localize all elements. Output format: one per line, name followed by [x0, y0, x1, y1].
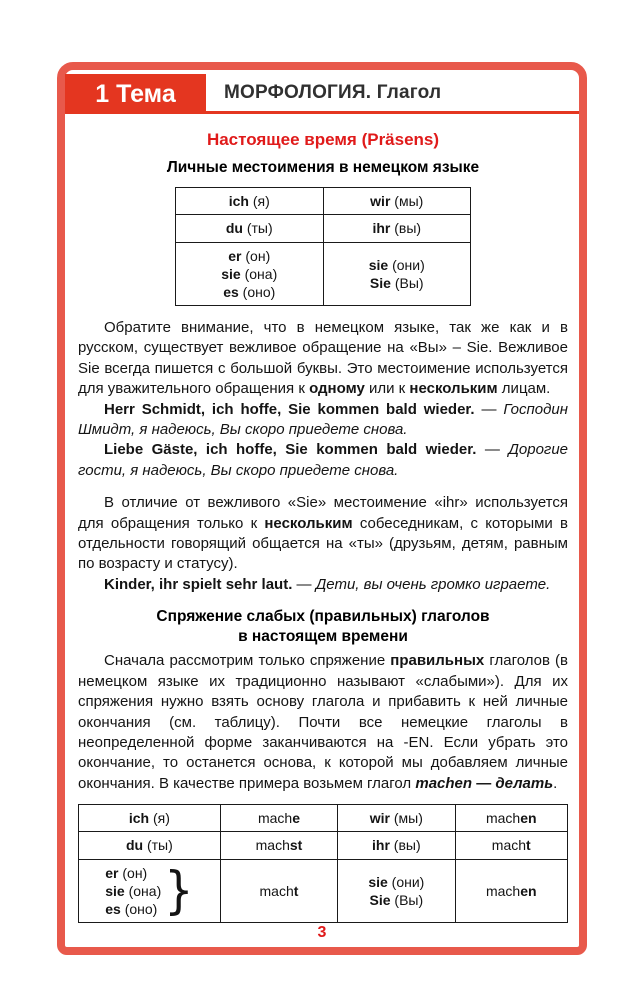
pronoun-table: [175, 187, 471, 306]
table-cell: wir (мы): [338, 805, 455, 832]
table-cell: macht: [455, 832, 567, 859]
table-cell: du (ты): [176, 215, 324, 242]
conjugation-heading-line1: Спряжение слабых (правильных) глаголов: [156, 608, 490, 626]
table-cell: ihr (вы): [338, 832, 455, 859]
example-sentence-kinder: Kinder, ihr spielt sehr laut. — Дети, вы очень громко играете.: [104, 575, 551, 593]
table-cell: mache: [220, 805, 337, 832]
table-cell: ich (я): [176, 188, 324, 215]
chapter-badge: 1 Тема: [65, 74, 206, 114]
table-cell: wir (мы): [323, 188, 471, 215]
section-title: Настоящее время (Präsens): [206, 130, 440, 149]
example-sentence-herr-schmidt: Herr Schmidt, ich hoffe, Sie kommen bald wieder. — Господин Шмидт, я надеюсь, Вы скоро приедете снова.: [78, 400, 568, 439]
conjugation-heading: [78, 607, 568, 647]
paragraph-weak-verbs: Сначала рассмотрим только спряжение правильных глаголов (в немецком языке их традиционно называют «слабыми»). Для их спряжения нужно взять основу глагола и прибавить к ней личные окончания (см. таблицу). Почти все немецкие глаголы в неопределенной форме заканчиваются на -EN. Если убрать это окончание, то останется основа, к которой мы добавляем личные окончания. В качестве примера возьмем глагол machen — делать.: [78, 652, 568, 792]
page-number: 3: [317, 924, 327, 941]
table-row: [176, 242, 471, 306]
table-cell: sie (они) Sie (Вы): [338, 859, 455, 923]
paragraph-polite-sie: Обратите внимание, что в немецком языке, так же как и в русском, существует вежливое обращение на «Вы» – Sie. Вежливое Sie всегда пишется с большой буквы. Это местоимение используется для уважительного обращения к одному или к нескольким лицам.: [78, 319, 568, 398]
page-content: [78, 124, 568, 923]
table-cell: ich (я): [79, 805, 221, 832]
pronoun-group: [82, 860, 217, 920]
table-cell: [79, 859, 221, 923]
table-row: [79, 832, 568, 859]
table-cell: du (ты): [79, 832, 221, 859]
table-row: [79, 805, 568, 832]
table-cell: sie (они) Sie (Вы): [323, 242, 471, 306]
paragraph-ihr-usage: В отличие от вежливого «Sie» местоимение «ihr» используется для обращения только к нескольким собеседникам, с которыми в отдельности говорящий общается на «ты» (друзьям, детям, равным по возрасту и статусу).: [78, 494, 568, 573]
table-cell: machen: [455, 805, 567, 832]
pronoun-lines: er (он) sie (она) es (оно): [105, 864, 162, 917]
table-cell: machen: [455, 859, 567, 923]
example-sentence-liebe-gaeste: Liebe Gäste, ich hoffe, Sie kommen bald wieder. — Дорогие гости, я надеюсь, Вы скоро приедете снова.: [78, 441, 568, 479]
table-row: [79, 859, 568, 923]
brace-glyph: }: [164, 860, 194, 920]
header-rule: [65, 111, 579, 114]
table-cell: macht: [220, 859, 337, 923]
conjugation-heading-line2: в настоящем времени: [238, 628, 408, 646]
table-row: [176, 215, 471, 242]
section-subtitle: Личные местоимения в немецком языке: [166, 159, 480, 176]
table-cell: er (он) sie (она) es (оно): [176, 242, 324, 306]
conjugation-table: [78, 804, 568, 923]
chapter-title: МОРФОЛОГИЯ. Глагол: [224, 82, 442, 103]
table-row: [176, 188, 471, 215]
table-cell: ihr (вы): [323, 215, 471, 242]
table-cell: machst: [220, 832, 337, 859]
